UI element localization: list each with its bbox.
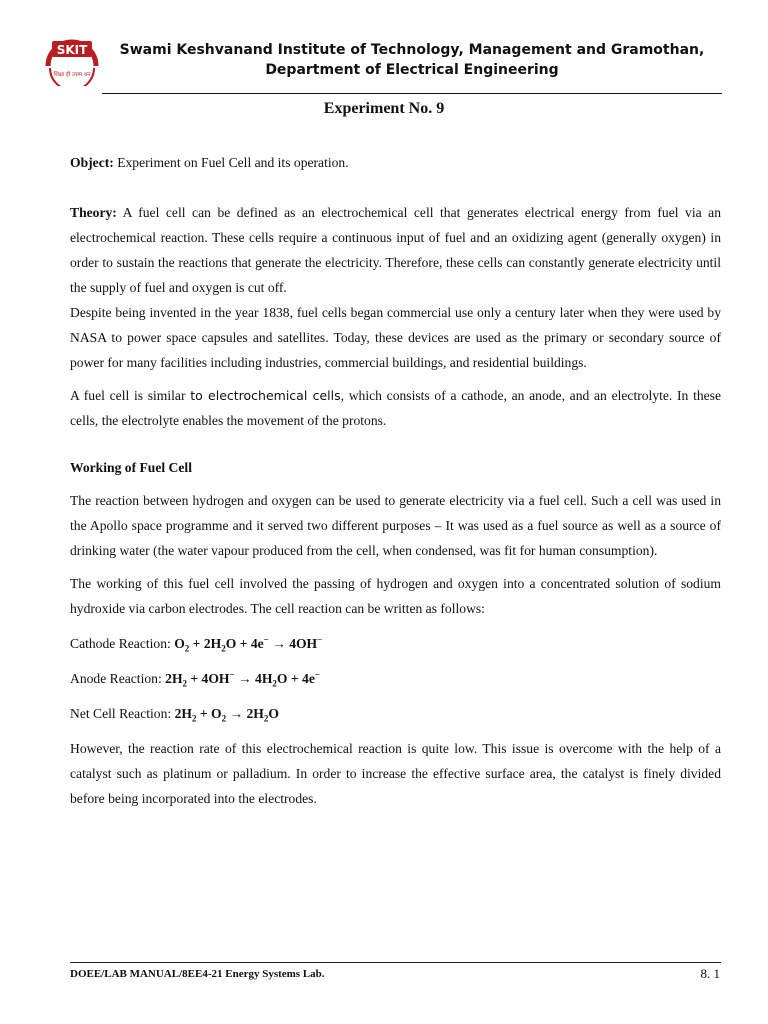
page-number: 8. 1 (700, 966, 720, 981)
anode-equation: $2H_2 + 4OH^- \to 4H_2O + 4e^-$ (165, 669, 321, 689)
page-header (42, 30, 722, 94)
document-body (70, 150, 721, 811)
experiment-title: Experiment No. 9 (323, 100, 445, 117)
net-label: Net Cell Reaction: (70, 706, 175, 721)
cathode-label: Cathode Reaction: (70, 636, 175, 651)
footer-divider (70, 962, 721, 963)
theory-paragraph-1 (70, 200, 721, 300)
theory-paragraph-2: Despite being invented in the year 1838, fuel cells began commercial use only a century later when they were used by NASA to power space capsules and satellites. Today, these devices are used as the primary or secondary source of power for many facilities including industries, commercial buildings, and residential buildings. (70, 305, 721, 370)
cathode-equation: $O_2 + 2H_2O + 4e^- \to 4OH^-$ (174, 634, 323, 654)
header-divider (102, 93, 722, 94)
skit-logo (42, 30, 102, 86)
cathode-reaction (70, 631, 721, 656)
institute-name: Swami Keshvanand Institute of Technology, Management and Gramothan, (119, 42, 705, 58)
object-paragraph (70, 150, 721, 175)
anode-reaction (70, 666, 721, 691)
theory-paragraph-3 (70, 383, 721, 433)
anode-label: Anode Reaction: (70, 671, 166, 686)
net-equation: $2H_2 + O_2 \to 2H_2O$ (174, 706, 279, 724)
svg-text:SKIT: SKIT (56, 43, 88, 57)
svg-text:शिक्षा ही उत्तम धन: शिक्षा ही उत्तम धन (53, 72, 91, 78)
theory-text-1: A fuel cell can be defined as an electrochemical cell that generates electrical energy from fuel via an electrochemical reaction. These cells require a continuous input of fuel and an oxidizing agent (generally oxygen) in order to sustain the reactions that generate the electricity. Therefore, these cells can constantly generate electricity until the supply of fuel and oxygen is cut off. (70, 205, 722, 295)
working-paragraph-3: However, the reaction rate of this electrochemical reaction is quite low. This issue is overcome with the help of a catalyst such as platinum or palladium. In order to increase the effective surface area, the catalyst is finely divided before being incorporated into the electrodes. (70, 741, 721, 806)
working-heading: Working of Fuel Cell (70, 460, 192, 475)
working-paragraph-1: The reaction between hydrogen and oxygen can be used to generate electricity via a fuel cell. Such a cell was used in the Apollo space programme and it served two different purposes – It was used as a fuel source as well as a source of drinking water (the water vapour produced from the cell, when condensed, was fit for human consumption). (70, 493, 721, 558)
working-paragraph-2: The working of this fuel cell involved the passing of hydrogen and oxygen into a concentrated solution of sodium hydroxide via carbon electrodes. The cell reaction can be written as follows: (70, 576, 721, 616)
electrochemical-cells-link[interactable]: to electrochemical cells (190, 388, 341, 403)
theory-text-3a: A fuel cell is similar (70, 388, 191, 403)
theory-label: Theory: (70, 205, 117, 220)
department-name: Department of Electrical Engineering (265, 62, 559, 78)
footer-manual-id: DOEE/LAB MANUAL/8EE4-21 Energy Systems Lab. (70, 968, 325, 980)
object-label: Object: (70, 155, 114, 170)
theory-text-3c: , which consists of a cathode, an anode, and an electrolyte. In these cells, the electrolyte enables the movement of the protons. (70, 388, 722, 428)
net-cell-reaction (70, 701, 721, 726)
institute-header (102, 40, 722, 80)
object-text: Experiment on Fuel Cell and its operation. (117, 155, 349, 170)
